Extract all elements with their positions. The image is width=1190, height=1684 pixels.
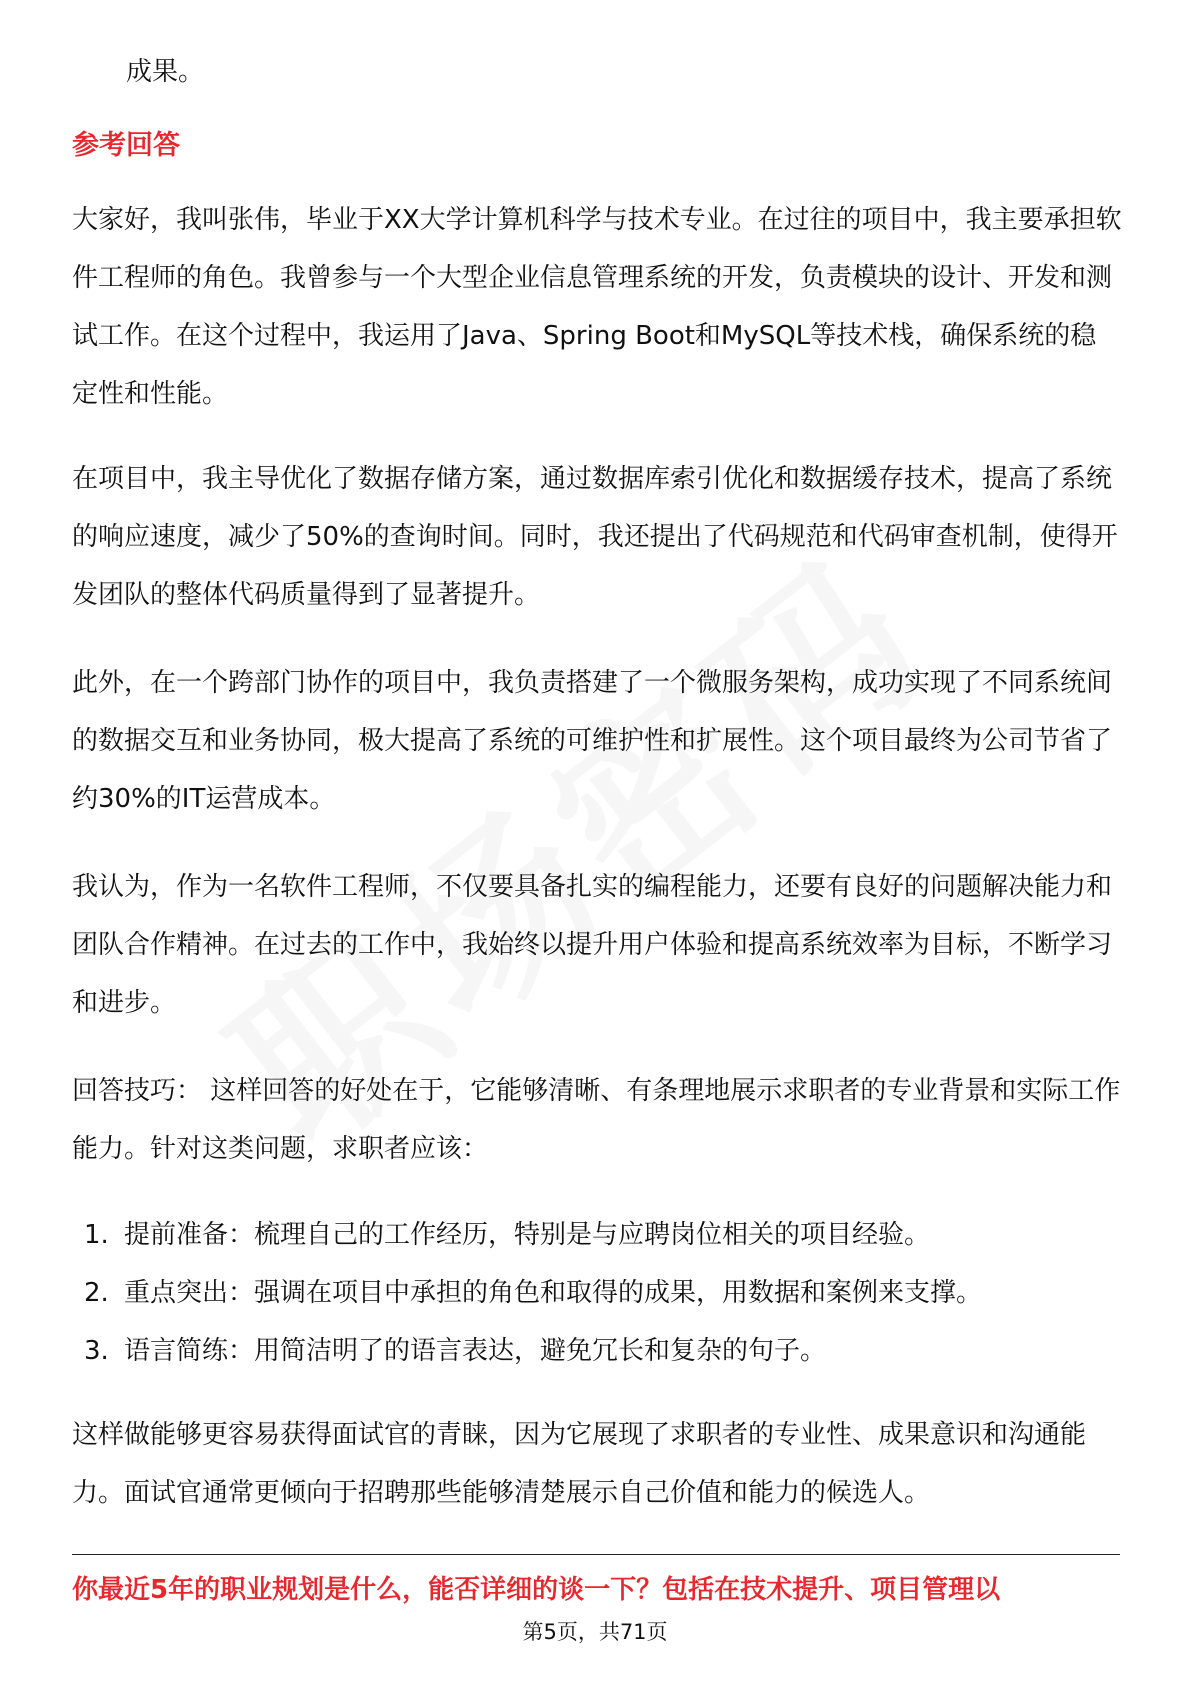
paragraph-tips: 回答技巧： 这样回答的好处在于，它能够清晰、有条理地展示求职者的专业背景和实际工作能力。针对这类问题，求职者应该： [72,1076,1121,1164]
list-item-text: 重点突出：强调在项目中承担的角色和取得的成果，用数据和案例来支撑。 [124,1278,983,1308]
paragraph-conclusion: 这样做能够更容易获得面试官的青睐，因为它展现了求职者的专业性、成果意识和沟通能力。面试官通常更倾向于招聘那些能够清楚展示自己价值和能力的候选人。 [72,1420,1087,1508]
next-question-heading: 你最近5年的职业规划是什么，能否详细的谈一下？包括在技术提升、项目管理以 [72,1575,1001,1605]
list-item-number: 1. [84,1220,109,1250]
list-item-text: 语言简练：用简洁明了的语言表达，避免冗长和复杂的句子。 [124,1336,827,1366]
paragraph-microservice: 此外，在一个跨部门协作的项目中，我负责搭建了一个微服务架构，成功实现了不同系统间的数据交互和业务协同，极大提高了系统的可维护性和扩展性。这个项目最终为公司节省了约30%的IT运营成本。 [72,668,1113,814]
paragraph-intro: 大家好，我叫张伟，毕业于XX大学计算机科学与技术专业。在过往的项目中，我主要承担软件工程师的角色。我曾参与一个大型企业信息管理系统的开发，负责模块的设计、开发和测试工作。在这个过程中，我运用了Java、Spring Boot和MySQL等技术栈，确保系统的稳定性和性能。 [72,205,1122,409]
tips-list [84,1206,982,1380]
list-item-number: 3. [84,1336,109,1366]
section-heading: 参考回答 [72,130,180,161]
section-divider [72,1554,1120,1555]
list-item [84,1206,982,1264]
list-item-number: 2. [84,1278,109,1308]
list-item [84,1322,982,1380]
paragraph-optimization: 在项目中，我主导优化了数据存储方案，通过数据库索引优化和数据缓存技术，提高了系统的响应速度，减少了50%的查询时间。同时，我还提出了代码规范和代码审查机制，使得开发团队的整体代码质量得到了显著提升。 [72,464,1118,610]
continued-text: 成果。 [126,57,205,87]
list-item-text: 提前准备：梳理自己的工作经历，特别是与应聘岗位相关的项目经验。 [124,1220,931,1250]
page-number: 第5页，共71页 [522,1620,668,1644]
list-item [84,1264,982,1322]
paragraph-belief: 我认为，作为一名软件工程师，不仅要具备扎实的编程能力，还要有良好的问题解决能力和团队合作精神。在过去的工作中，我始终以提升用户体验和提高系统效率为目标，不断学习和进步。 [72,872,1113,1018]
